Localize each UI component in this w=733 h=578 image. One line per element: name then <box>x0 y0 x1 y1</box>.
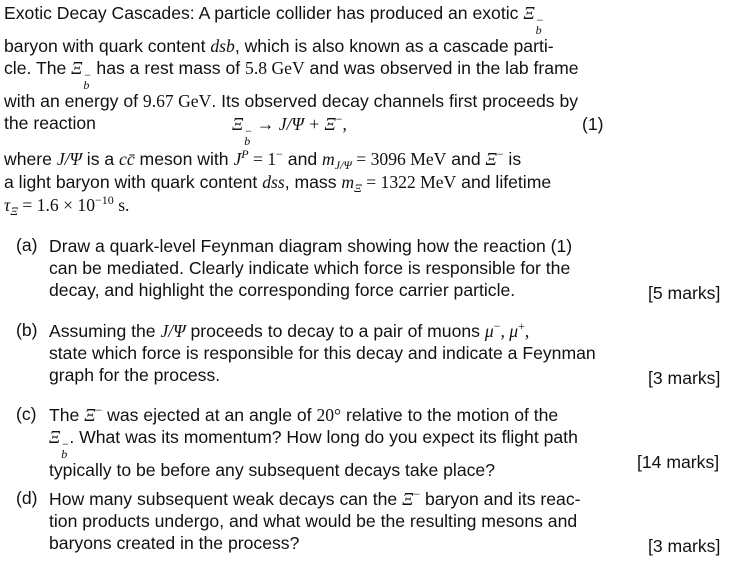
lab-energy: 9.67 GeV <box>142 91 212 111</box>
muon-symbols: μ−, μ+ <box>484 319 525 341</box>
intro-line-1: Exotic Decay Cascades: A particle collider has produced an exotic Ξ − b <box>4 3 544 37</box>
reaction-equation: Ξ − b → J/Ψ + Ξ−, (1) <box>232 112 604 148</box>
part-a-marks: [5 marks] <box>648 283 721 303</box>
spin-parity: $J^P = 1^-$ <box>233 147 283 169</box>
part-b-label: (b) <box>16 320 38 340</box>
part-d-label: (d) <box>16 488 38 508</box>
rest-mass: 5.8 GeV <box>245 58 305 78</box>
part-a: (a) Draw a quark-level Feynman diagram showing how the reaction (1) can be mediated. Clearly indicate which force is responsible for the decay, and highlight the corresponding force carrier particle. [5 marks] <box>16 235 721 303</box>
part-c-marks: [14 marks] <box>637 452 720 472</box>
reaction-products: → J/Ψ + Ξ <box>256 114 336 134</box>
part-d-marks: [3 marks] <box>648 536 721 556</box>
xi-symbol: Ξ− <box>402 487 421 509</box>
xi-symbol: Ξ− <box>84 403 103 425</box>
where-line-1: where J/Ψ is a cc̄ meson with $J^P = 1^-$ and $m_{J/\Psi} = 3096$ MeV and Ξ− is <box>4 147 522 172</box>
intro-line-3: cle. The Ξ − b has a rest mass of 5.8 GeV and was observed in the lab frame <box>4 58 579 92</box>
part-b: (b) Assuming the J/Ψ proceeds to decay to a pair of muons μ−, μ+, state which force is responsible for this decay and indicate a Feynman graph for the process. [3 marks] <box>16 319 721 388</box>
xi-mass: = 1322 MeV <box>366 172 457 192</box>
problem-title: Exotic Decay Cascades: <box>4 3 195 23</box>
where-line-2: a light baryon with quark content dss, mass $m_\Xi = 1322$ MeV and lifetime <box>4 172 552 195</box>
intro-line-4: with an energy of 9.67 GeV. Its observed decay channels first proceeds by <box>4 91 579 111</box>
intro-line-2: baryon with quark content dsb, which is also known as a cascade parti- <box>4 36 554 56</box>
intro-line-5: the reaction <box>4 113 96 133</box>
part-c: (c) The Ξ− was ejected at an angle of 20° relative to the motion of the Ξ − b . What was its momentum? How long do you expect its flight path typically to be before any subsequent decays take place? [14 marks] <box>16 403 720 480</box>
part-b-marks: [3 marks] <box>648 368 721 388</box>
jpsi-mass: = 3096 MeV <box>356 149 447 169</box>
xi-symbol: Ξ− <box>485 147 504 169</box>
part-c-label: (c) <box>16 404 37 424</box>
xi-b-symbol: Ξ − b <box>523 3 544 37</box>
part-a-label: (a) <box>16 235 38 255</box>
part-d: (d) How many subsequent weak decays can the Ξ− baryon and its reac- tion products undergo, and what would be the resulting mesons and baryons created in the process? [3 marks] <box>16 487 721 556</box>
where-line-3: $\tau_\Xi = 1.6 \times 10^{-10}$ s. <box>4 193 130 218</box>
equation-number: (1) <box>582 114 604 134</box>
ejection-angle: 20° <box>316 405 342 425</box>
xi-b-symbol: Ξ − b <box>71 58 92 92</box>
xi-lifetime: = $1.6 \times 10^{-10}$ s. <box>22 193 130 215</box>
xi-b-symbol: Ξ − b <box>232 114 253 148</box>
xi-b-symbol: Ξ − b <box>49 427 70 461</box>
